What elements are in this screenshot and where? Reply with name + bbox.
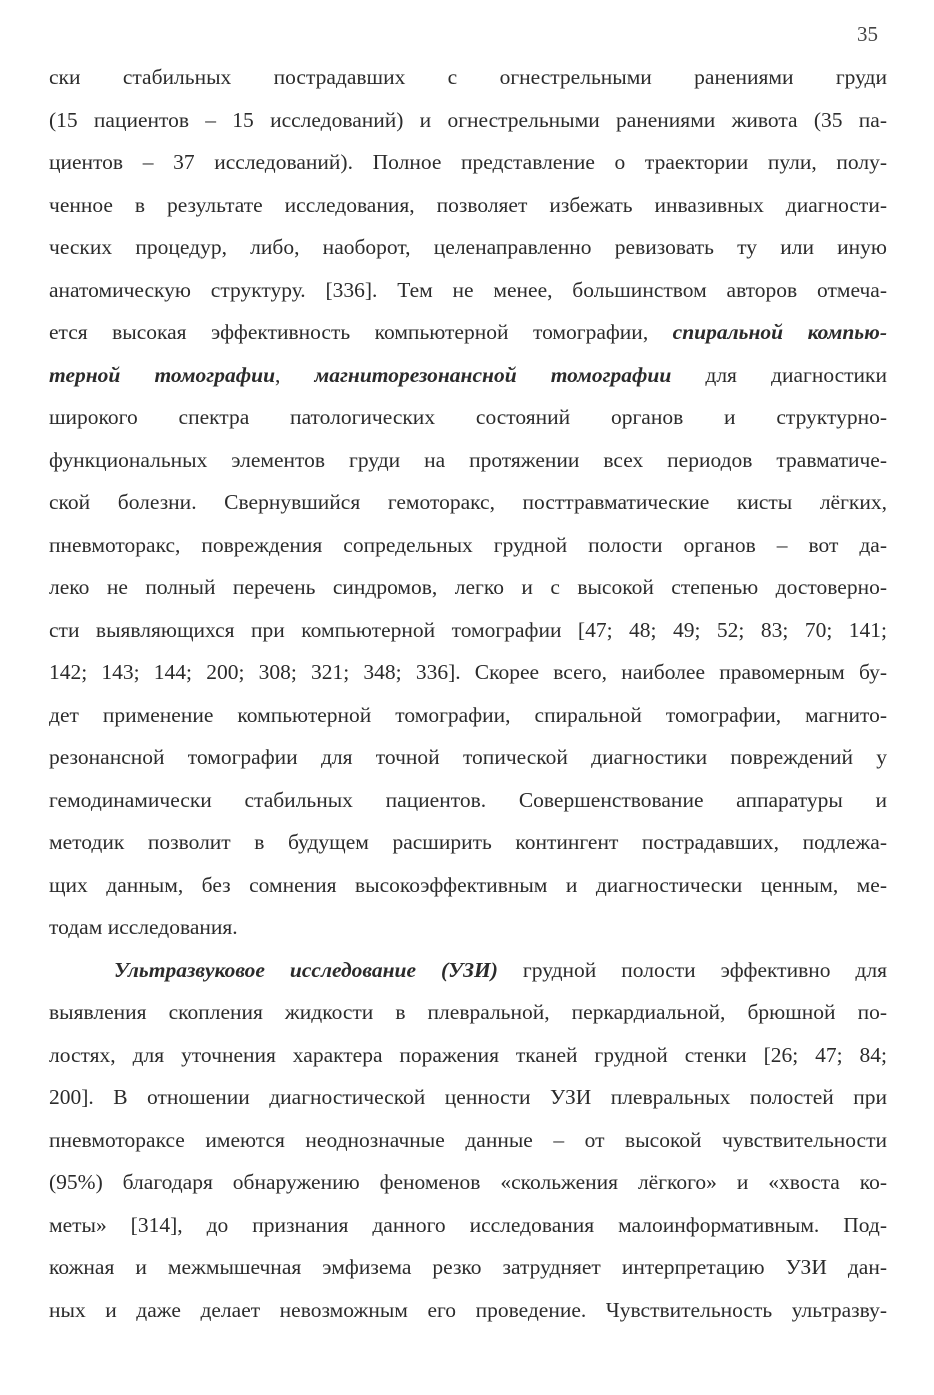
text-line xyxy=(49,566,887,609)
text-line xyxy=(49,1076,887,1119)
emphasis-text: магниторезонансной томографии xyxy=(314,362,672,387)
text-run: грудной полости эффективно для xyxy=(497,957,887,982)
text-line xyxy=(49,864,887,907)
body-text xyxy=(49,56,887,1331)
text-line xyxy=(49,736,887,779)
text-run: (95%) благодаря обнаружению феноменов «скольжения лёгкого» и «хвоста ко- xyxy=(49,1170,887,1194)
paragraph xyxy=(49,56,887,949)
text-line xyxy=(49,906,887,949)
text-run: леко не полный перечень синдромов, легко и с высокой степенью достоверно- xyxy=(49,575,887,599)
text-line xyxy=(49,141,887,184)
text-run: 200]. В отношении диагностической ценности УЗИ плевральных полостей при xyxy=(49,1085,887,1109)
text-run: тодам исследования. xyxy=(49,915,238,939)
text-run: для диагностики xyxy=(671,362,888,387)
text-line xyxy=(49,1289,887,1332)
text-line xyxy=(49,269,887,312)
text-line xyxy=(49,226,887,269)
text-run: дет применение компьютерной томографии, спиральной томографии, магнито- xyxy=(49,702,887,727)
text-run: сти выявляющихся при компьютерной томографии [47; 48; 49; 52; 83; 70; 141; xyxy=(49,617,887,642)
page-number: 35 xyxy=(857,22,878,46)
text-run: кожная и межмышечная эмфизема резко затрудняет интерпретацию УЗИ дан- xyxy=(49,1255,887,1279)
text-run: ской болезни. Свернувшийся гемоторакс, посттравматические кисты лёгких, xyxy=(49,490,887,514)
text-line xyxy=(49,609,887,652)
text-line xyxy=(49,1246,887,1289)
text-line xyxy=(49,651,887,694)
text-line xyxy=(49,949,887,992)
text-line xyxy=(49,991,887,1034)
text-run: ски стабильных пострадавших с огнестрельными ранениями груди xyxy=(49,65,887,89)
text-line xyxy=(49,1119,887,1162)
text-run: выявления скопления жидкости в плевральной, перкардиальной, брюшной по- xyxy=(49,1000,887,1024)
text-run: гемодинамически стабильных пациентов. Совершенствование аппаратуры и xyxy=(49,787,887,812)
text-line xyxy=(49,1204,887,1247)
text-run: ется высокая эффективность компьютерной томографии, xyxy=(49,320,673,344)
text-run: 142; 143; 144; 200; 308; 321; 348; 336]. Скорее всего, наиболее правомерным бу- xyxy=(49,660,887,684)
text-run: пневмотораксе имеются неоднозначные данные – от высокой чувствительности xyxy=(49,1127,887,1152)
text-run: циентов – 37 исследований). Полное представление о траектории пули, полу- xyxy=(49,150,887,174)
text-line xyxy=(49,821,887,864)
emphasis-text: спиральной компью- xyxy=(672,320,887,344)
text-line xyxy=(49,694,887,737)
text-line xyxy=(49,56,887,99)
text-line xyxy=(49,311,887,354)
text-run: ных и даже делает невозможным его проведение. Чувствительность ультразву- xyxy=(49,1297,887,1322)
text-line xyxy=(49,779,887,822)
text-run: (15 пациентов – 15 исследований) и огнестрельными ранениями живота (35 па- xyxy=(49,107,887,132)
text-run: анатомическую структуру. [336]. Тем не менее, большинством авторов отмеча- xyxy=(49,277,887,302)
text-line xyxy=(49,99,887,142)
emphasis-text: Ультразвуковое исследование (УЗИ) xyxy=(114,957,498,982)
text-run: ческих процедур, либо, наоборот, целенаправленно ревизовать ту или иную xyxy=(49,235,887,259)
emphasis-text: терной томографии xyxy=(49,362,276,387)
text-line xyxy=(49,1161,887,1204)
text-run: , xyxy=(275,362,315,387)
text-run: резонансной томографии для точной топической диагностики повреждений у xyxy=(49,745,887,769)
text-run: ченное в результате исследования, позволяет избежать инвазивных диагности- xyxy=(49,192,887,217)
text-line xyxy=(49,439,887,482)
text-run: широкого спектра патологических состояний органов и структурно- xyxy=(49,405,887,429)
text-line xyxy=(49,524,887,567)
text-run: методик позволит в будущем расширить контингент пострадавших, подлежа- xyxy=(49,830,887,854)
text-line xyxy=(49,184,887,227)
text-run: меты» [314], до признания данного исследования малоинформативным. Под- xyxy=(49,1212,887,1237)
text-run: пневмоторакс, повреждения сопредельных грудной полости органов – вот да- xyxy=(49,532,887,557)
paragraph xyxy=(49,949,887,1332)
text-line xyxy=(49,396,887,439)
text-run: щих данным, без сомнения высокоэффективным и диагностически ценным, ме- xyxy=(49,872,887,897)
text-run: лостях, для уточнения характера поражения тканей грудной стенки [26; 47; 84; xyxy=(49,1042,887,1067)
text-run: функциональных элементов груди на протяжении всех периодов травматиче- xyxy=(49,447,887,472)
text-line xyxy=(49,354,887,397)
text-line xyxy=(49,1034,887,1077)
text-line xyxy=(49,481,887,524)
